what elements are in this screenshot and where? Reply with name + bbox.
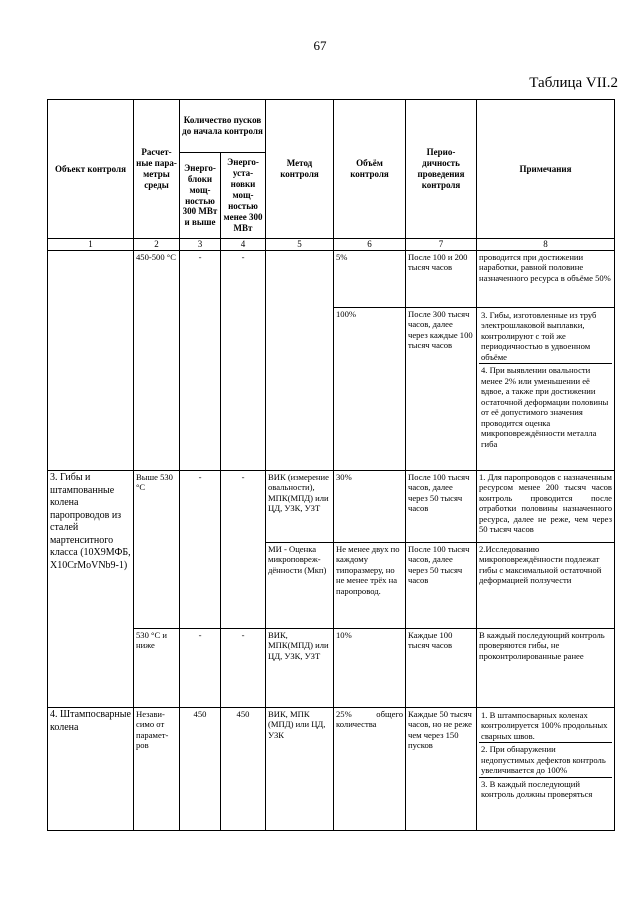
method-cell: ВИК, МПК (МПД) или ЦД, УЗК bbox=[266, 708, 334, 831]
starts-below-300-cell: - bbox=[221, 629, 266, 708]
starts-below-300-cell: - bbox=[221, 471, 266, 629]
column-number: 1 bbox=[48, 239, 134, 251]
column-number: 3 bbox=[180, 239, 221, 251]
header-volume: Объём контроля bbox=[334, 100, 406, 239]
note-item: 3. В каждый последующий контроль должны проверяться bbox=[479, 777, 612, 801]
column-number: 6 bbox=[334, 239, 406, 251]
table-title: Таблица VII.2 bbox=[529, 75, 618, 91]
object-cell: 4. Штампосварные колена bbox=[48, 708, 134, 831]
header-period: Перио-дичность проведения контроля bbox=[406, 100, 477, 239]
volume-cell: 25% общего количества bbox=[334, 708, 406, 831]
column-number: 7 bbox=[406, 239, 477, 251]
object-cell: 3. Гибы и штампованные колена паропроводов из сталей мартенситного класса (10Х9МФБ, X10CrMoVNb9-1) bbox=[48, 471, 134, 708]
header-notes: Примечания bbox=[477, 100, 615, 239]
header-object: Объект контроля bbox=[48, 100, 134, 239]
note-item: 3. Гибы, изготовленные из труб электрошлаковой выплавки, контролируют с той же периодичностью в удвоенном объёме bbox=[481, 310, 597, 362]
note-item: 1. В штампосварных коленах контролируется 100% продольных сварных швов. bbox=[481, 710, 608, 741]
method-cell bbox=[266, 251, 334, 471]
starts-below-300-cell: 450 bbox=[221, 708, 266, 831]
period-cell: После 300 тысяч часов, далее через каждые 100 тысяч часов bbox=[406, 308, 477, 471]
column-number: 5 bbox=[266, 239, 334, 251]
method-cell: ВИК, МПК(МПД) или ЦД, УЗК, УЗТ bbox=[266, 629, 334, 708]
method-cell: ВИК (измерение овальности), МПК(МПД) или ЦД, УЗК, УЗТ bbox=[266, 471, 334, 543]
note-item: 4. При выявлении овальности менее 2% или уменьшении её вдвое, а также при достижении остаточной деформации половины от её допустимого значения проводится оценка микроповреждённости металла гиба bbox=[479, 363, 612, 450]
page-number: 67 bbox=[313, 38, 327, 53]
note-item: 2. При обнаружении недопустимых дефектов контроль увеличивается до 100% bbox=[479, 742, 612, 776]
notes-stack bbox=[477, 308, 615, 471]
header-starts-300-plus: Энерго-блоки мощ-ностью 300 МВт и выше bbox=[180, 153, 221, 239]
header-method: Метод контроля bbox=[266, 100, 334, 239]
note-cell: 2.Исследованию микроповреждённости подлежат гибы с максимальной остаточной деформацией ползучести bbox=[477, 543, 615, 629]
note-cell: проводится при достижении наработки, равной половине назначенного ресурса в объёме 50% bbox=[477, 251, 615, 308]
period-cell: После 100 тысяч часов, далее через 50 тысяч часов bbox=[406, 543, 477, 629]
header-starts-group: Количество пусков до начала контроля bbox=[180, 100, 266, 153]
object-cell-empty bbox=[48, 251, 134, 471]
header-starts-below-300: Энерго-уста-новки мощ-ностью менее 300 МВт bbox=[221, 153, 266, 239]
control-table bbox=[47, 99, 615, 831]
volume-cell: Не менее двух по каждому типоразмеру, но не менее трёх на паропровод. bbox=[334, 543, 406, 629]
starts-300-cell: 450 bbox=[180, 708, 221, 831]
note-cell: 1. Для паропроводов с назначенным ресурсом менее 200 тысяч часов контроль проводится после отработки половины назначенного ресурса, далее не реже, чем через 50 тысяч часов bbox=[477, 471, 615, 543]
period-cell: Каждые 50 тысяч часов, но не реже чем через 150 пусков bbox=[406, 708, 477, 831]
starts-300-cell: - bbox=[180, 471, 221, 629]
volume-cell: 5% bbox=[334, 251, 406, 308]
params-cell: Незави-симо от парамет-ров bbox=[134, 708, 180, 831]
starts-300-cell: - bbox=[180, 629, 221, 708]
column-number: 8 bbox=[477, 239, 615, 251]
volume-cell: 100% bbox=[334, 308, 406, 471]
header-params: Расчет-ные пара-метры среды bbox=[134, 100, 180, 239]
column-number: 4 bbox=[221, 239, 266, 251]
volume-cell: 30% bbox=[334, 471, 406, 543]
starts-below-300-cell: - bbox=[221, 251, 266, 471]
volume-cell: 10% bbox=[334, 629, 406, 708]
params-cell: 530 °C и ниже bbox=[134, 629, 180, 708]
params-cell: 450-500 °C bbox=[134, 251, 180, 471]
notes-stack bbox=[477, 708, 615, 831]
note-cell: В каждый последующий контроль проверяются гибы, не проконтролированные ранее bbox=[477, 629, 615, 708]
period-cell: После 100 и 200 тысяч часов bbox=[406, 251, 477, 308]
column-number: 2 bbox=[134, 239, 180, 251]
starts-300-cell: - bbox=[180, 251, 221, 471]
period-cell: После 100 тысяч часов, далее через 50 тысяч часов bbox=[406, 471, 477, 543]
params-cell: Выше 530 °C bbox=[134, 471, 180, 629]
method-cell: МИ - Оценка микроповреж-дённости (Мкп) bbox=[266, 543, 334, 629]
period-cell: Каждые 100 тысяч часов bbox=[406, 629, 477, 708]
